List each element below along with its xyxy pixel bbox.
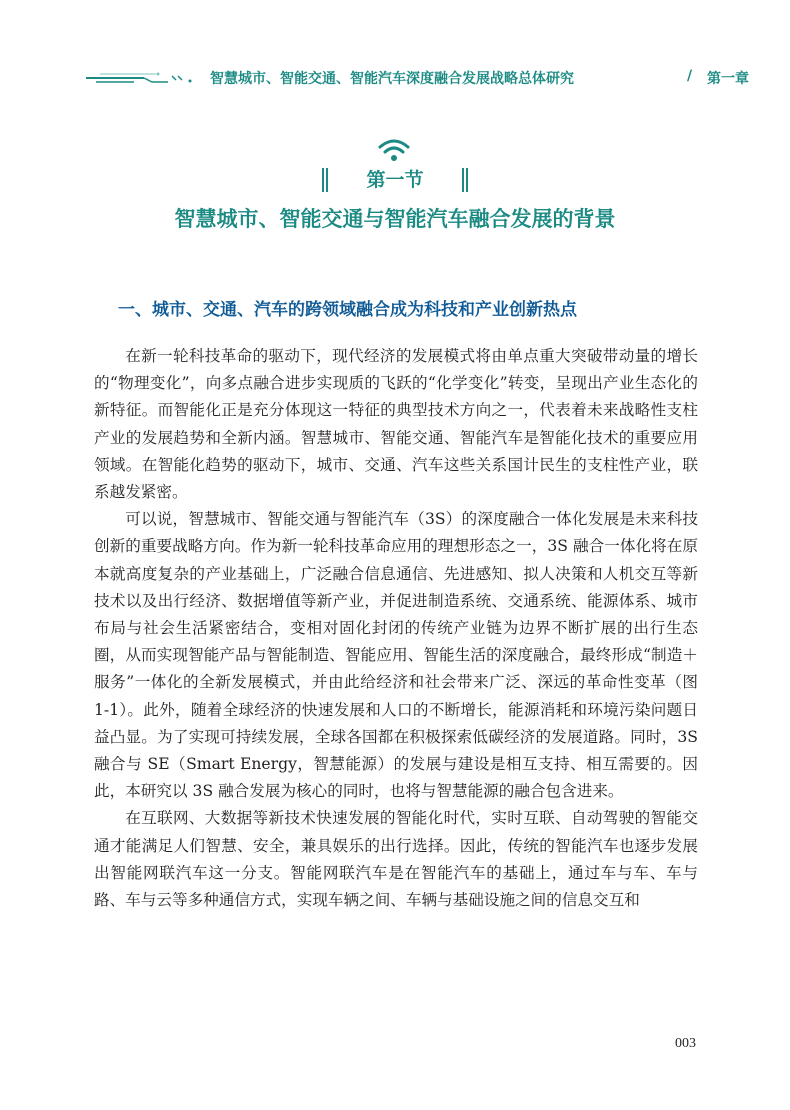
body-text: [94, 343, 698, 914]
header-separator: /: [687, 68, 693, 84]
circuit-lines-icon: [86, 72, 206, 88]
bracket-bar-left: [322, 168, 324, 192]
subheading: 一、城市、交通、汽车的跨领域融合成为科技和产业创新热点: [118, 300, 577, 320]
section-title: 智慧城市、智能交通与智能汽车融合发展的背景: [174, 207, 616, 231]
wifi-icon: [377, 137, 411, 163]
section-label: 第一节: [366, 169, 424, 191]
section-label-row: [0, 165, 790, 197]
header-chapter: 第一章: [707, 71, 749, 87]
page-number: 003: [675, 1036, 696, 1051]
paragraph: 在新一轮科技革命的驱动下，现代经济的发展模式将由单点重大突破带动量的增长的“物理变化”，向多点融合进步实现质的飞跃的“化学变化”转变，呈现出产业生态化的新特征。而智能化正是充分体现这一特征的典型技术方向之一，代表着未来战略性支柱产业的发展趋势和全新内涵。智慧城市、智能交通、智能汽车是智能化技术的重要应用领域。在智能化趋势的驱动下，城市、交通、汽车这些关系国计民生的支柱性产业，联系越发紧密。: [94, 347, 698, 502]
bracket-bar-right: [466, 168, 468, 192]
bracket-bar-left: [326, 168, 328, 192]
bracket-bar-right: [462, 168, 464, 192]
paragraph: 可以说，智慧城市、智能交通与智能汽车（3S）的深度融合一体化发展是未来科技创新的重要战略方向。作为新一轮科技革命应用的理想形态之一，3S 融合一体化将在原本就高度复杂的产业基础上，广泛融合信息通信、先进感知、拟人决策和人机交互等新技术以及出行经济、数据增值等新产业，并促进制造系统、交通系统、能源体系、城市布局与社会生活紧密结合，变相对固化封闭的传统产业链为边界不断扩展的出行生态圈，从而实现智能产品与智能制造、智能应用、智能生活的深度融合，最终形成“制造＋服务”一体化的全新发展模式，并由此给经济和社会带来广泛、深远的革命性变革（图 1-1）。此外，随着全球经济的快速发展和人口的不断增长，能源消耗和环境污染问题日益凸显。为了实现可持续发展，全球各国都在积极探索低碳经济的发展道路。同时，3S 融合与 SE（Smart Energy，智慧能源）的发展与建设是相互支持、相互需要的。因此，本研究以 3S 融合发展为核心的同时，也将与智慧能源的融合包含进来。: [94, 510, 698, 801]
running-header: [0, 60, 790, 100]
header-title: 智慧城市、智能交通、智能汽车深度融合发展战略总体研究: [210, 71, 574, 87]
paragraph: 在互联网、大数据等新技术快速发展的智能化时代，实时互联、自动驾驶的智能交通才能满足人们智慧、安全，兼具娱乐的出行选择。因此，传统的智能汽车也逐步发展出智能网联汽车这一分支。智能网联汽车是在智能汽车的基础上，通过车与车、车与路、车与云等多种通信方式，实现车辆之间、车辆与基础设施之间的信息交互和: [94, 809, 698, 910]
